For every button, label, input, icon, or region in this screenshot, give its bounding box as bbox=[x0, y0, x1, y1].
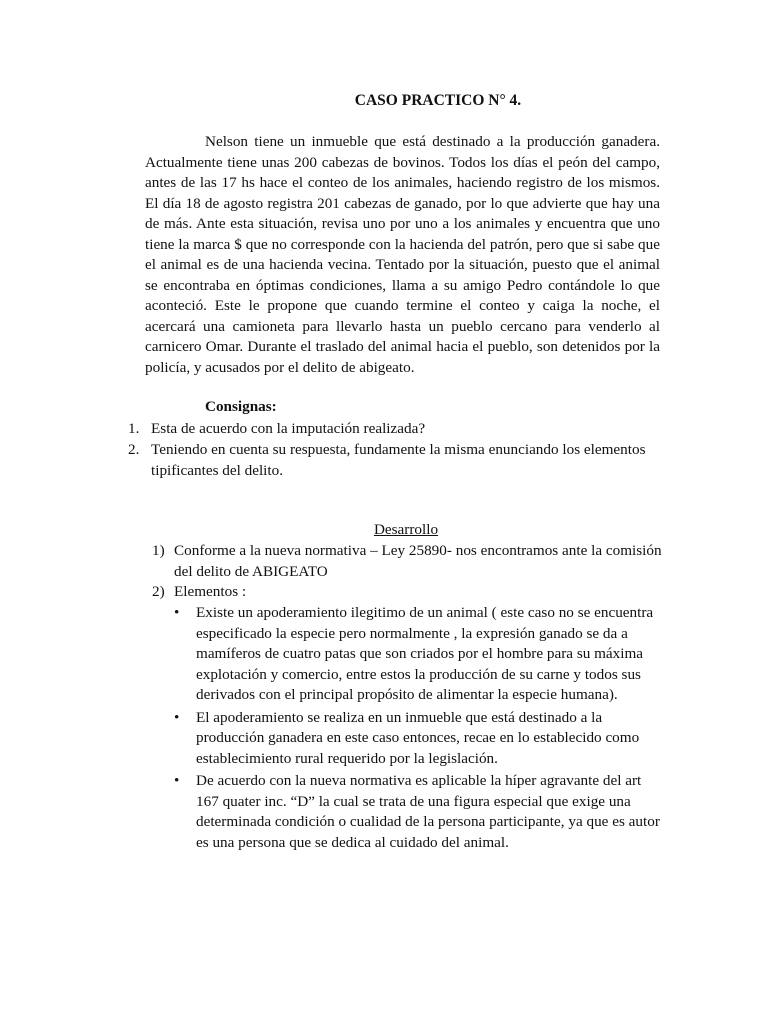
bullet-icon: • bbox=[174, 604, 180, 622]
elementos-bullet-list bbox=[174, 603, 662, 853]
list-number: 1. bbox=[128, 420, 140, 437]
list-item bbox=[128, 418, 668, 439]
document-title: CASO PRACTICO N° 4. bbox=[354, 92, 522, 109]
desarrollo-heading: Desarrollo bbox=[373, 521, 439, 538]
bullet-item bbox=[174, 708, 662, 770]
list-item-text: Conforme a la nueva normativa – Ley 25890- nos encontramos ante la comisión del delito de ABIGEATO bbox=[174, 542, 662, 580]
list-item-text: Elementos : bbox=[174, 583, 247, 601]
bullet-text: El apoderamiento se realiza en un inmueble que está destinado a la producción ganadera en este caso entonces, recae en lo establecido como establecimiento rural requerido por la legislación. bbox=[196, 708, 640, 767]
bullet-text: De acuerdo con la nueva normativa es aplicable la híper agravante del art 167 quater inc. “D” la cual se trata de una figura especial que exige una determinada condición o cualidad de la persona participante, ya que es autor es una persona que se dedica al cuidado del animal. bbox=[196, 772, 660, 851]
bullet-text: Existe un apoderamiento ilegitimo de un animal ( este caso no se encuentra especificado la especie pero normalmente , la expresión ganado se da a mamíferos de cuatro patas que son criados por el hombre para su máxima explotación y comercio, entre estos la producción de su carne y todos sus derivados con el principal propósito de alimentar la especie humana). bbox=[196, 604, 654, 704]
list-number: 2) bbox=[152, 583, 165, 601]
bullet-icon: • bbox=[174, 708, 180, 726]
list-item-text: Esta de acuerdo con la imputación realizada? bbox=[151, 420, 426, 437]
desarrollo-list bbox=[152, 541, 662, 855]
bullet-item bbox=[174, 771, 662, 853]
list-number: 2. bbox=[128, 441, 140, 458]
bullet-icon: • bbox=[174, 772, 180, 790]
bullet-item bbox=[174, 603, 662, 706]
case-paragraph: Nelson tiene un inmueble que está destinado a la producción ganadera. Actualmente tiene unas 200 cabezas de bovinos. Todos los días el peón del campo, antes de las 17 hs hace el conteo de los animales, haciendo registro de los mismos. El día 18 de agosto registra 201 cabezas de ganado, por lo que advierte que hay una de más. Ante esta situación, revisa uno por uno a los animales y encuentra que uno tiene la marca $ que no corresponde con la hacienda del patrón, pero que si sabe que el animal es de una hacienda vecina. Tentado por la situación, puesto que el animal se encontraba en óptimas condiciones, llama a su amigo Pedro contándole lo que aconteció. Este le propone que cuando termine el conteo y caiga la noche, el acercará una camioneta para llevarlo hasta un pueblo cercano para venderlo al carnicero Omar. Durante el traslado del animal hacia el pueblo, son detenidos por la policía, y acusados por el delito de abigeato. bbox=[145, 133, 660, 376]
list-item-text: Teniendo en cuenta su respuesta, fundamente la misma enunciando los elementos tipificantes del delito. bbox=[151, 441, 646, 479]
list-number: 1) bbox=[152, 542, 165, 559]
consignas-list bbox=[128, 418, 668, 481]
list-item bbox=[152, 582, 662, 853]
list-item bbox=[128, 439, 668, 481]
list-item bbox=[152, 541, 662, 582]
consignas-heading: Consignas: bbox=[205, 398, 277, 415]
